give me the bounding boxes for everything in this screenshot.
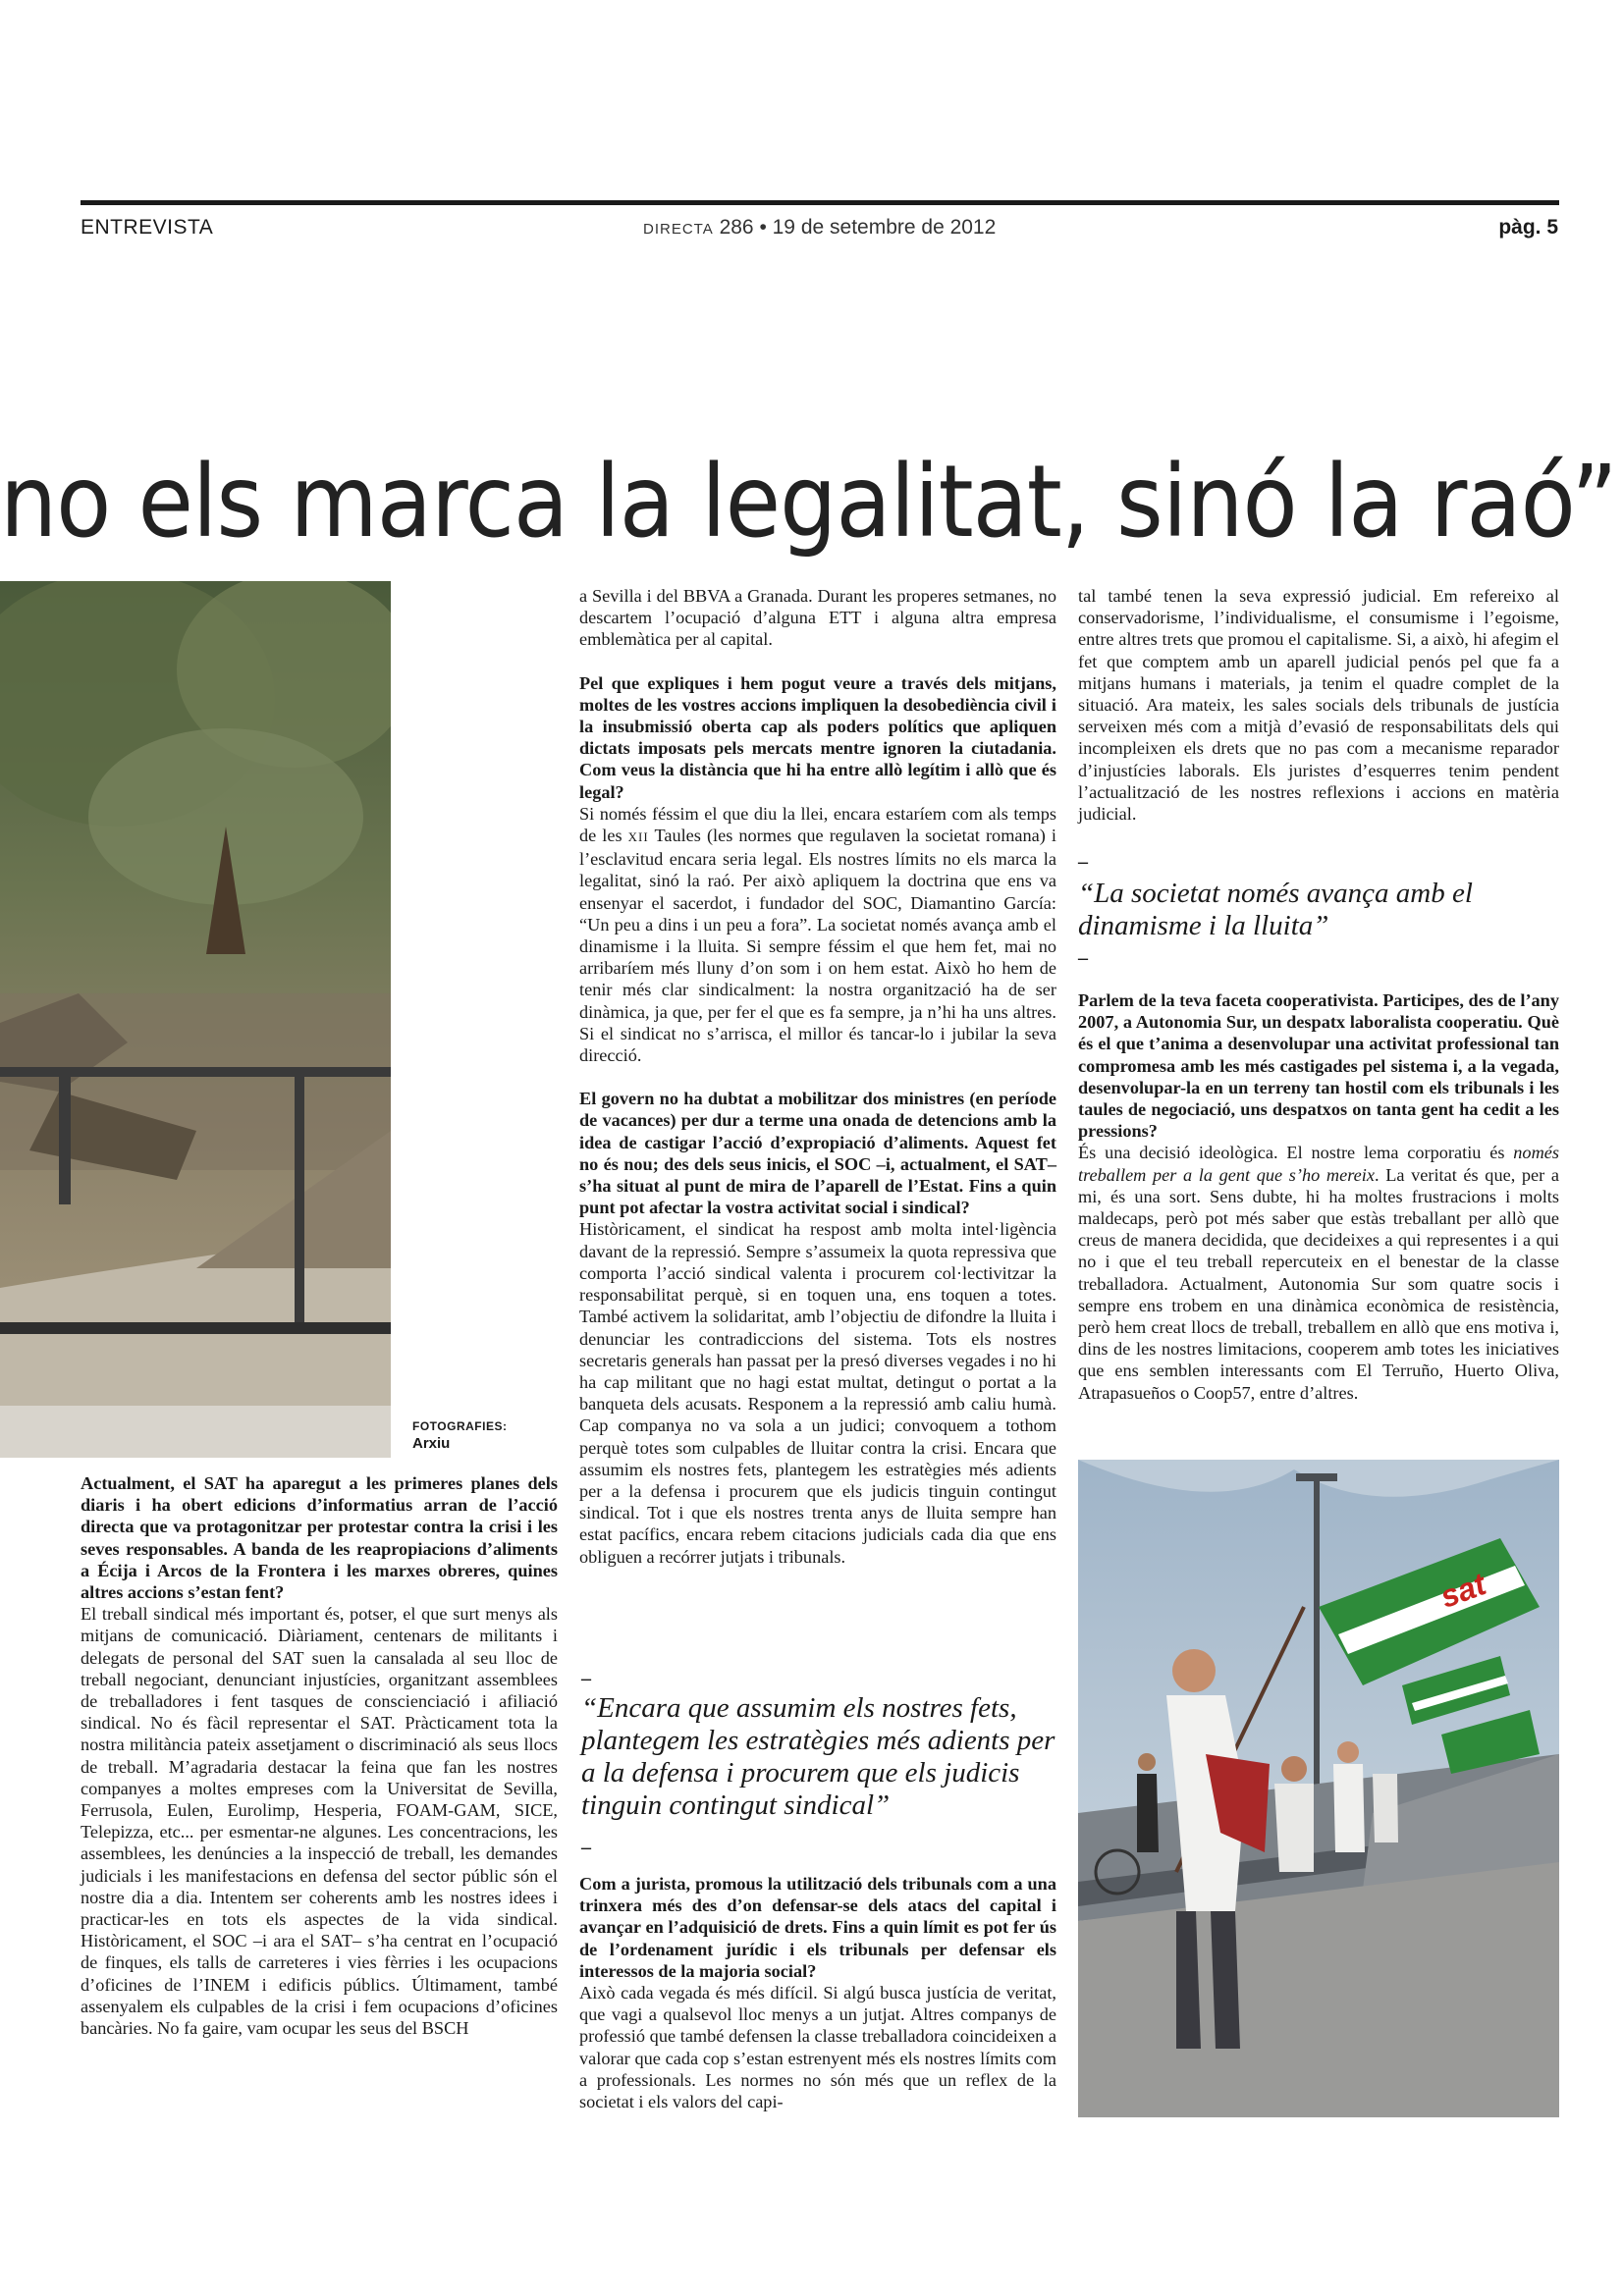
photo-credit xyxy=(412,1419,507,1452)
question-2: Pel que expliques i hem pogut veure a través dels mitjans, moltes de les vostres accions impliquen la desobediència civil i la insubmissió oberta cap als poders polítics que apliquen dictats imposats pels mercats mentre ignoren la ciutadania. Com veus la distància que hi ha entre allò legítim i allò que és legal? xyxy=(579,672,1056,802)
corporate-motto: només treballem per a la gent que s’ho mereix xyxy=(1078,1143,1559,1185)
answer-1: El treball sindical més important és, potser, el que surt menys als mitjans de comunicació. Diàriament, centenars de militants i delegats de personal del SAT suen la cansalada al seu lloc de treball negociant, denunciant injustícies, organitzant assemblees de treballadores i fent tasques de conscienciació i afiliació sindical. No és fàcil representar el SAT. Pràcticament tota la nostra militància pateix assetjament o discriminació als seus llocs de treball. M’agradaria destacar la feina que fan les nostres companyes a moltes empreses com la Universitat de Sevilla, Ferrusola, Eulen, Eurolimp, Hesperia, FOAM-GAM, SICE, Telepizza, etc... per esmentar-ne algunes. Les concentracions, les assemblees, les denúncies a la inspecció de treball, les demandes judicials i les manifestacions en defensa del sector públic són el nostre dia a dia. Intentem ser coherents amb les nostres idees i practicar-les en tots els aspectes de la vida sindical. Històricament, el SOC –i ara el SAT– s’ha centrat en l’ocupació de finques, els talls de carreteres i vies fèrries i les ocupacions d’oficines de l’INEM i edificis públics. Últimament, també assenyalem els culpables de la crisi i fem ocupacions d’oficines bancàries. No fa gaire, vam ocupar les seus del BSCH xyxy=(81,1604,558,2039)
section-label: ENTREVISTA xyxy=(81,216,214,239)
answer-2-start: Si només féssim el que diu la llei, encara estaríem com als temps de les xyxy=(579,803,1056,846)
answer-4: Això cada vegada és més difícil. Si algú busca justícia de veritat, que vagi a qualsevol lloc menys a un jutjat. Altres companys de professió que també defensen la classe treballadora coincideixen a valorar que cada cop s’estan estrenyent més els nostres límits com a professionals. Les normes no són més que un reflex de la societat i els valors del capi- xyxy=(579,1983,1056,2112)
issue-date: 286 • 19 de setembre de 2012 xyxy=(713,216,997,239)
answer-5 xyxy=(1078,1142,1559,1403)
left-column xyxy=(81,1472,558,2039)
middle-column xyxy=(579,585,1056,1568)
answer-5-start: És una decisió ideològica. El nostre lema corporatiu és xyxy=(1078,1143,1514,1163)
middle-column-lower xyxy=(579,1873,1056,2112)
question-4: Com a jurista, promous la utilització dels tribunals com a una trinxera més des d’on defensar-se dels atacs del capital i avançar en l’adquisició de drets. Fins a quin límit es pot fer ús de l’ordenament jurídic i els tribunals per defensar els interessos de la majoria social? xyxy=(579,1874,1056,1981)
flag-logo-text: sat xyxy=(1435,1566,1490,1615)
march-image xyxy=(1078,1460,1559,2117)
answer-4-continued: tal també tenen la seva expressió judicial. Em refereixo al conservadorisme, l’individualisme, el consumisme i l’egoisme, entre altres trets que promou el capitalisme. Si, a això, hi afegim el fet que comptem amb un aparell judicial penós pel que fa a mitjans humans i materials, ja tenim el quadre complet de la situació. Ara mateix, les sales socials dels tribunals de justícia serveixen més com a mitjà d’evasió de responsabilitats dels qui incompleixen els drets que no pas com a mecanisme reparador d’injustícies laborals. Els juristes d’esquerres tenim pendent l’actualització de les nostres reflexions i accions en matèria judicial. xyxy=(1078,586,1559,825)
answer-2 xyxy=(579,803,1056,1066)
dateline xyxy=(643,216,996,240)
pull-quote-right-dash-top: – xyxy=(1078,851,1088,873)
pull-quote-dash-top: – xyxy=(581,1668,591,1689)
page-number: pàg. 5 xyxy=(1498,216,1558,239)
header-rule xyxy=(81,200,1559,205)
photo-credit-label: FOTOGRAFIES: xyxy=(412,1419,508,1433)
publication-name: DIRECTA xyxy=(643,221,714,238)
pull-quote-right-dash-bottom: – xyxy=(1078,947,1088,969)
march-photo xyxy=(1078,1460,1559,2117)
olive-grove-photo xyxy=(0,581,391,1458)
pull-quote-right: “La societat només avança amb el dinamisme i la lluita” xyxy=(1078,878,1473,941)
answer-1-continued: a Sevilla i del BBVA a Granada. Durant les properes setmanes, no descartem l’ocupació d’alguna ETT i alguna altra empresa emblemàtica per al capital. xyxy=(579,586,1056,650)
question-5: Parlem de la teva faceta cooperativista. Participes, des de l’any 2007, a Autonomia Sur, un despatx laboralista cooperatiu. Què és el que t’anima a desenvolupar una activitat professional tan compromesa amb les més castigades pel sistema i, a la vegada, desenvolupar-la en un terreny tan hostil com els tribunals i les taules de negociació, uns despatxos on tanta gent ha cedit a les pressions? xyxy=(1078,990,1559,1142)
question-3: El govern no ha dubtat a mobilitzar dos ministres (en període de vacances) per dur a terme una onada de detencions amb la idea de castigar l’acció d’expropiació d’aliments. Aquest fet no és nou; des dels seus inicis, el SOC –i, actualment, el SAT– s’ha situat al punt de mira de l’aparell de l’Estat. Fins a quin punt pot afectar la vostra activitat social i sindical? xyxy=(579,1089,1056,1218)
answer-3: Històricament, el sindicat ha respost amb molta intel·ligència davant de la repressió. Sempre s’assumeix la quota repressiva que comporta l’acció sindical valenta i procurem col·lectivitzar la responsabilitat perquè, si en toquen una, ens toquen a totes. També activem la solidaritat, amb l’objectiu de difondre la lluita i denunciar les contradiccions del sistema. Tots els nostres secretaris generals han passat per la presó diverses vegades i no hi ha cap militant que no hagi estat multat, detingut o portat a la banqueta dels acusats. Responem a la repressió amb caliu humà. Cap companya no va sola a un judici; convoquem a tothom perquè totes som culpables de lluitar contra la crisi. Encara que assumim els nostres fets, plantegem les estratègies més adients per a la defensa i procurem que els judicis tinguin contingut sindical. Tot i que els nostres trenta anys de lluita sempre han estat pacífics, encara rebem citacions judicials cada dia que ens obliguen a recórrer jutjats i tribunals. xyxy=(579,1219,1056,1567)
answer-5-end: . La veritat és que, per a mi, és una sort. Sens dubte, hi ha moltes frustracions i molts maldecaps, però pot més saber que estàs treballant per allò que creus de manera decidida, que decideixes a qui representes i a qui no i que el teu treball repercuteix en el benestar de la classe treballadora. Actualment, Autonomia Sur som quatre socis i sempre ens trobem en una dinàmica econòmica de resistència, però hem creat llocs de treball, treballem en allò que ens motiva i, dins de les nostres limitacions, cooperem amb totes les iniciatives que ens semblen interessants com El Terruño, Huerto Oliva, Atrapasueños o Coop57, entre d’altres. xyxy=(1078,1164,1559,1403)
roman-numeral: XII xyxy=(627,829,649,845)
right-column-lower xyxy=(1078,989,1559,1404)
photo-credit-value: Arxiu xyxy=(412,1435,451,1452)
olive-grove-image xyxy=(0,581,391,1458)
pull-quote-dash-bottom: – xyxy=(581,1837,591,1858)
pull-quote-middle: “Encara que assumim els nostres fets, plantegem les estratègies més adients per a la defensa i procurem que els judicis tinguin contingut sindical” xyxy=(581,1692,1055,1821)
answer-2-end: Taules (les normes que regulaven la societat romana) i l’esclavitud encara seria legal. Els nostres límits no els marca la legalitat, sinó la raó. Per això apliquem la doctrina que ens va ensenyar el sacerdot, i fundador del SOC, Diamantino García: “Un peu a dins i un peu a fora”. La societat només avança amb el dinamisme i la lluita. Si sempre féssim el que hem fet, mai no arribaríem més lluny d’on som i on hem estat. Això ho hem de tenir més clar sindicalment: la nostra organització ha de ser dinàmica, ja que, per fer el que es fa sempre, ja n’hi ha uns altres. Si el sindicat no s’arrisca, el millor és tancar-lo i jubilar la seva direcció. xyxy=(579,826,1056,1066)
question-1: Actualment, el SAT ha aparegut a les primeres planes dels diaris i ha obert edicions d’informatius arran de l’acció directa que va protagonitzar per protestar contra la crisi i les seves responsables. A banda de les reapropiacions d’aliments a Écija i Arcos de la Frontera i les marxes obreres, quines altres accions s’estan fent? xyxy=(81,1473,558,1603)
headline: no els marca la legalitat, sinó la raó” xyxy=(0,444,1617,561)
right-column xyxy=(1078,585,1559,825)
